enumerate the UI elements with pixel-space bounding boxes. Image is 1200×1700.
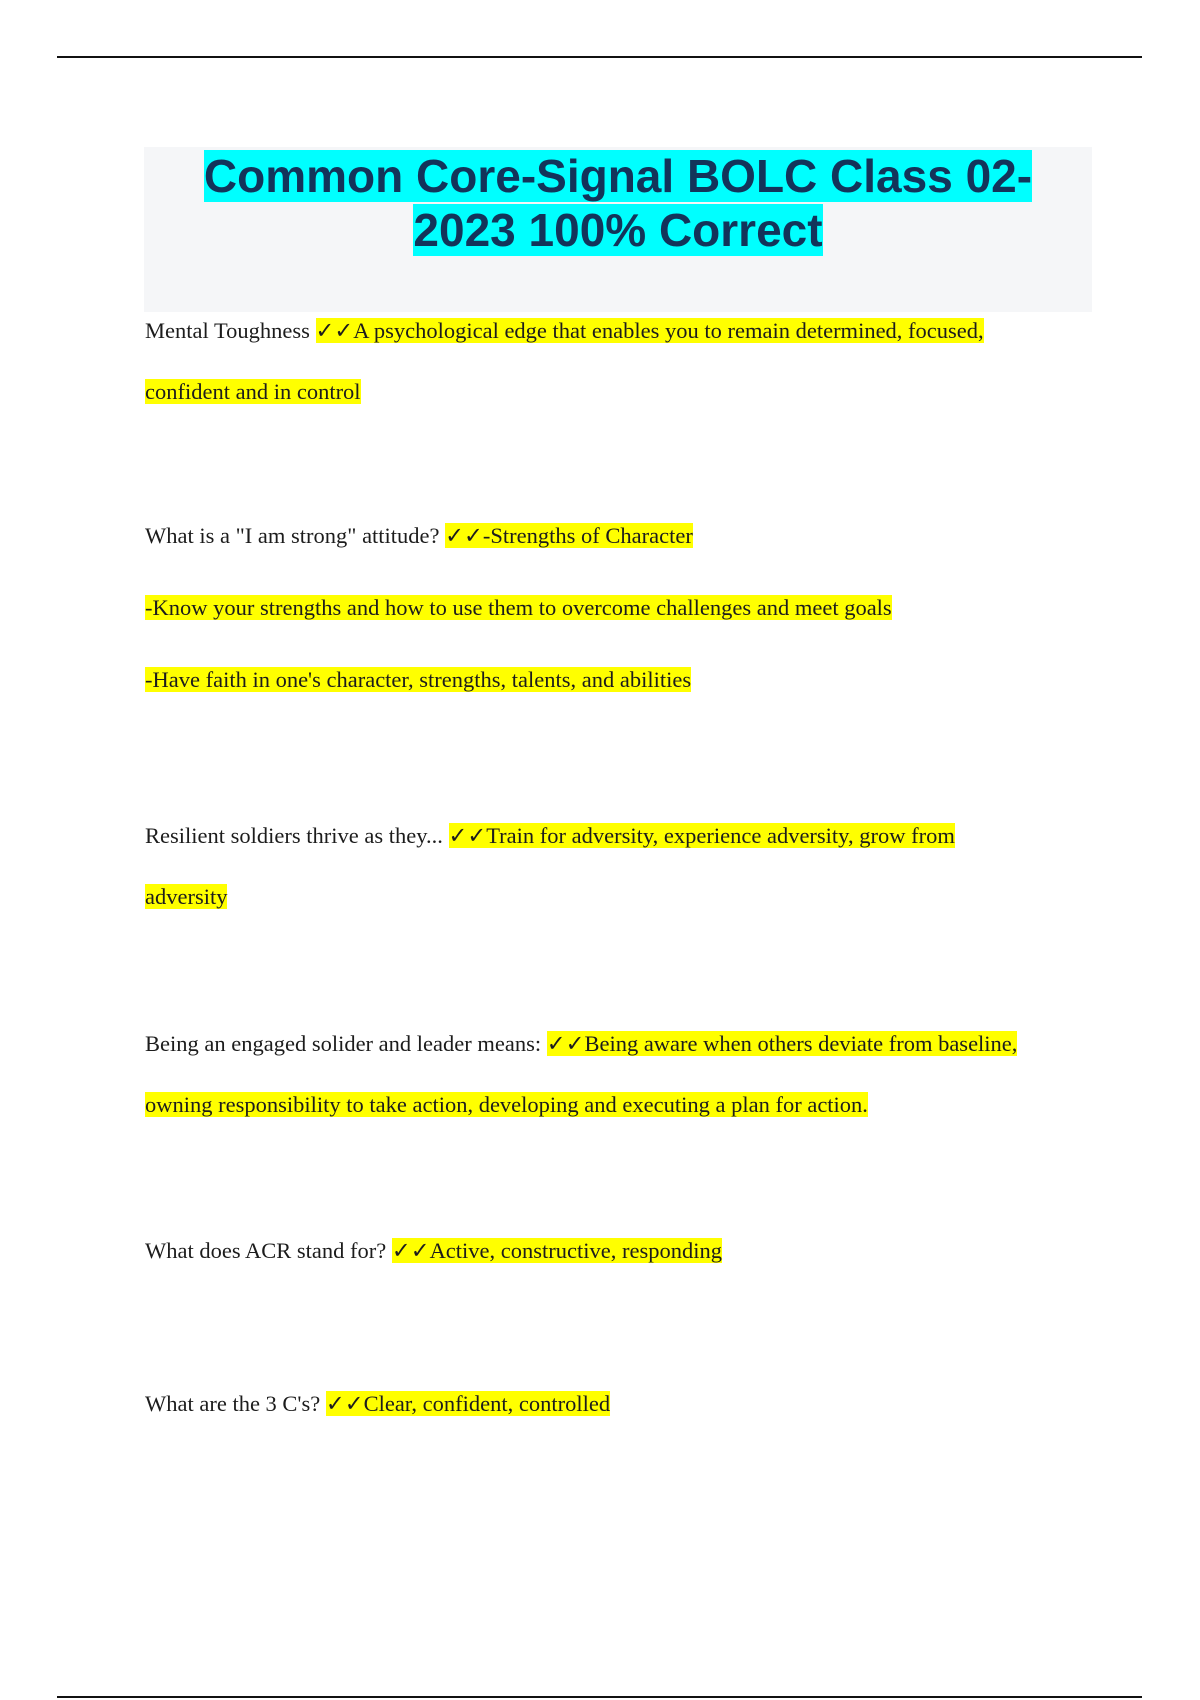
qa-item-resilient-soldiers <box>145 805 1095 927</box>
title-box <box>144 147 1092 312</box>
answer-text-line-1: A psychological edge that enables you to remain determined, focused, <box>353 318 984 343</box>
qa-item-mental-toughness <box>145 300 1095 422</box>
answer-highlight <box>445 523 693 548</box>
answer-text-line-1: Train for adversity, experience adversity, grow from <box>486 823 955 848</box>
answer-text-line-2: adversity <box>145 884 228 909</box>
answer-highlight <box>547 1031 1018 1056</box>
top-rule <box>57 56 1142 58</box>
double-check-icon: ✓✓ <box>315 318 354 343</box>
question-text: What are the 3 C's? <box>145 1391 321 1416</box>
page-title <box>144 147 1092 257</box>
answer-highlight <box>326 1391 610 1416</box>
answer-highlight <box>392 1238 722 1263</box>
question-text: What does ACR stand for? <box>145 1238 387 1263</box>
question-text: Being an engaged solider and leader means: <box>145 1031 542 1056</box>
answer-text-line-1: -Strengths of Character <box>482 523 693 548</box>
answer-text-line-1: Being aware when others deviate from baseline, <box>584 1031 1018 1056</box>
double-check-icon: ✓✓ <box>391 1238 430 1263</box>
answer-text-line-3: -Have faith in one's character, strengths, talents, and abilities <box>145 667 692 692</box>
double-check-icon: ✓✓ <box>445 523 483 548</box>
answer-text-line-2: confident and in control <box>145 379 361 404</box>
question-text: Resilient soldiers thrive as they... <box>145 823 443 848</box>
double-check-icon: ✓✓ <box>546 1031 585 1056</box>
bottom-rule <box>57 1696 1142 1698</box>
page-title-line-1: Common Core-Signal BOLC Class 02- <box>203 150 1033 202</box>
answer-text-line-2: -Know your strengths and how to use them to overcome challenges and meet goals <box>145 595 892 620</box>
answer-highlight <box>449 823 955 848</box>
answer-text-line-1: Active, constructive, responding <box>429 1238 722 1263</box>
answer-text-line-1: Clear, confident, controlled <box>363 1391 611 1416</box>
question-text: What is a "I am strong" attitude? <box>145 523 440 548</box>
double-check-icon: ✓✓ <box>448 823 487 848</box>
answer-text-line-2: owning responsibility to take action, developing and executing a plan for action. <box>145 1092 868 1117</box>
answer-highlight <box>316 318 984 343</box>
qa-item-engaged-soldier <box>145 1013 1095 1135</box>
page-title-line-2: 2023 100% Correct <box>413 204 823 256</box>
qa-item-acr <box>145 1220 1095 1281</box>
question-text: Mental Toughness <box>145 318 310 343</box>
qa-item-i-am-strong <box>145 500 1095 716</box>
double-check-icon: ✓✓ <box>325 1391 364 1416</box>
qa-item-3-cs <box>145 1373 1095 1434</box>
